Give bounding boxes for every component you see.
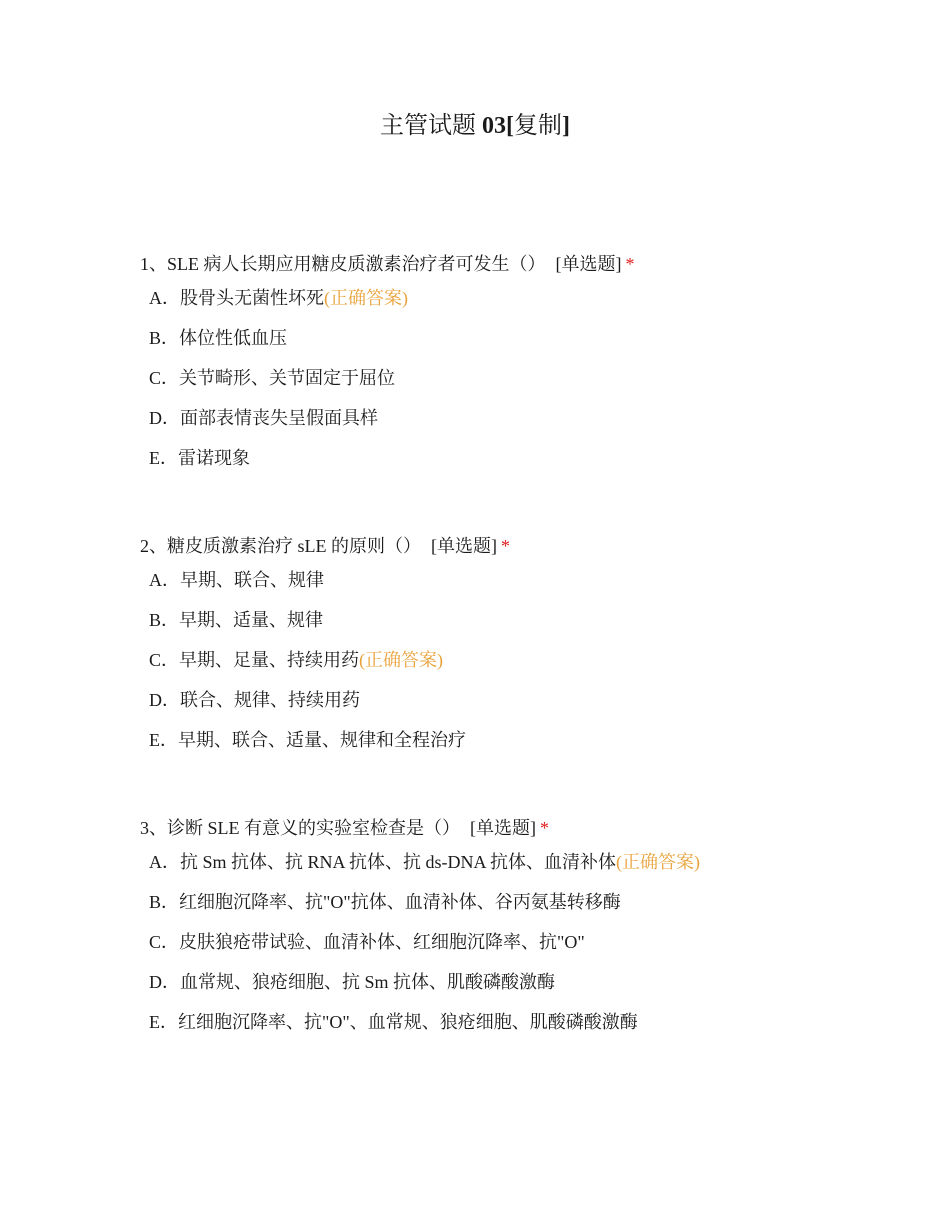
option-letter: B． [149,610,180,630]
option-letter: D． [149,690,180,710]
option-text: 关节畸形、关节固定于屈位 [179,368,396,388]
option-d[interactable] [149,969,900,1009]
question-3 [140,815,900,1049]
option-list [140,567,900,767]
option-text: 股骨头无菌性坏死 [180,288,324,308]
option-letter: C． [149,368,180,388]
question-stem [140,815,900,841]
option-b[interactable] [149,607,900,647]
option-e[interactable] [149,727,900,767]
option-e[interactable] [149,1009,900,1049]
option-letter: B． [149,892,180,912]
option-list [140,285,900,485]
question-2 [140,533,900,767]
option-letter: C． [149,650,180,670]
option-d[interactable] [149,405,900,445]
option-text: 早期、足量、持续用药 [179,650,360,670]
option-a[interactable] [149,849,900,889]
question-stem [140,251,900,277]
option-text: 皮肤狼疮带试验、血清补体、红细胞沉降率、抗"O" [179,932,585,952]
correct-answer-note: (正确答案) [616,852,701,872]
question-stem [140,533,900,559]
question-type: [单选题] [431,536,497,556]
option-text: 早期、适量、规律 [179,610,324,630]
required-mark: * [625,254,635,274]
option-letter: A． [149,570,180,590]
option-letter: D． [149,408,180,428]
title-close: ] [562,113,570,139]
option-letter: D． [149,972,180,992]
option-text: 红细胞沉降率、抗"O"、血常规、狼疮细胞、肌酸磷酸激酶 [178,1012,638,1032]
option-text: 体位性低血压 [179,328,288,348]
question-1 [140,251,900,485]
option-letter: C． [149,932,180,952]
title-number: 03[ [482,113,514,139]
required-mark: * [501,536,510,556]
option-list [140,849,900,1049]
page-title [0,110,950,142]
option-b[interactable] [149,889,900,929]
required-mark: * [540,818,549,838]
option-text: 联合、规律、持续用药 [180,690,360,710]
question-text: 1、SLE 病人长期应用糖皮质激素治疗者可发生（） [140,254,546,274]
option-c[interactable] [149,365,900,405]
option-c[interactable] [149,647,900,687]
option-text: 早期、联合、规律 [180,570,324,590]
option-a[interactable] [149,567,900,607]
title-suffix: 复制 [514,113,562,139]
question-text: 3、诊断 SLE 有意义的实验室检查是（） [140,818,460,838]
option-text: 血常规、狼疮细胞、抗 Sm 抗体、肌酸磷酸激酶 [180,972,556,992]
option-letter: E． [149,1012,178,1032]
question-type: [单选题] [555,254,622,274]
option-a[interactable] [149,285,900,325]
option-letter: E． [149,448,178,468]
option-letter: E． [149,730,178,750]
option-d[interactable] [149,687,900,727]
question-text: 2、糖皮质激素治疗 sLE 的原则（） [140,536,421,556]
option-b[interactable] [149,325,900,365]
option-text: 雷诺现象 [178,448,250,468]
option-text: 早期、联合、适量、规律和全程治疗 [178,730,466,750]
option-text: 面部表情丧失呈假面具样 [180,408,378,428]
question-type: [单选题] [470,818,536,838]
option-c[interactable] [149,929,900,969]
option-letter: A． [149,288,180,308]
option-e[interactable] [149,445,900,485]
option-letter: A． [149,852,180,872]
option-letter: B． [149,328,180,348]
option-text: 抗 Sm 抗体、抗 RNA 抗体、抗 ds-DNA 抗体、血清补体 [180,852,617,872]
correct-answer-note: (正确答案) [324,288,408,308]
title-prefix: 主管试题 [380,113,482,139]
option-text: 红细胞沉降率、抗"O"抗体、血清补体、谷丙氨基转移酶 [179,892,621,912]
correct-answer-note: (正确答案) [359,650,444,670]
